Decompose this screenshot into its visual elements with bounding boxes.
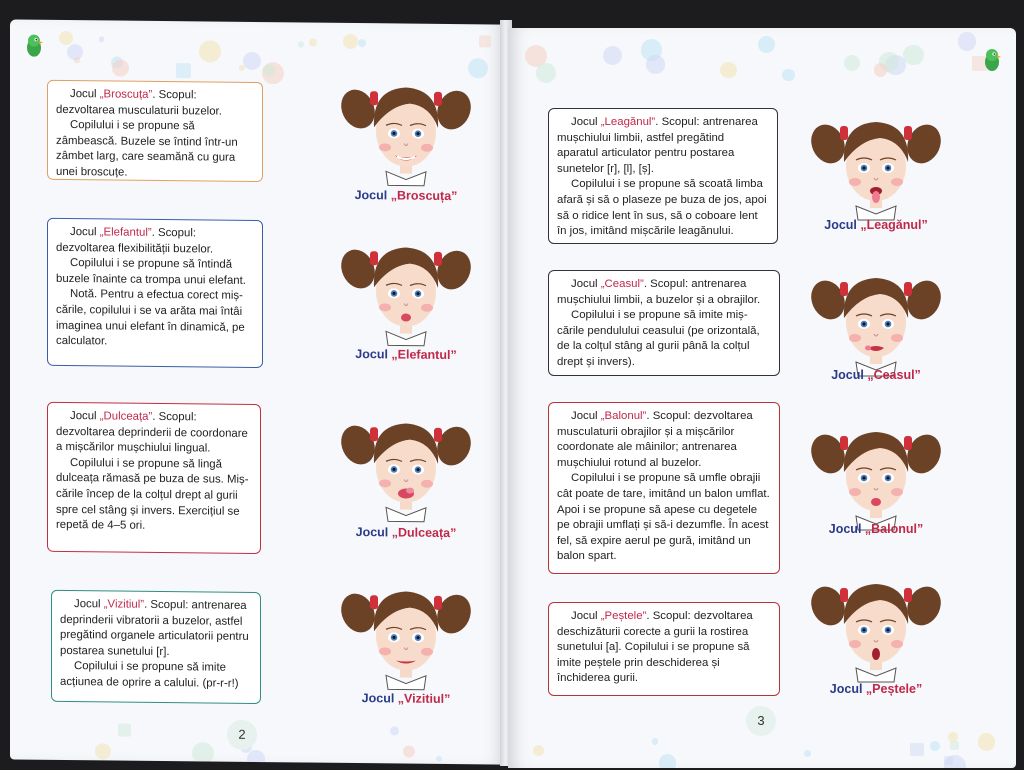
caption-prefix: Jocul bbox=[361, 691, 398, 706]
caption-name: „Leagănul” bbox=[860, 218, 928, 232]
girl-face-illustration bbox=[810, 420, 942, 532]
game-purpose: . Scopul: antrenarea mușchiului limbii, astfel pregătind aparatul articulator pentru postarea sunetelor [r], [l], [ș]. bbox=[557, 116, 758, 175]
girl-face-illustration bbox=[340, 411, 472, 524]
decorative-bubble bbox=[243, 52, 261, 70]
game-name: „Balonul” bbox=[600, 410, 647, 422]
game-label: Jocul bbox=[571, 410, 601, 422]
girl-face-illustration bbox=[340, 235, 472, 348]
decorative-bubble bbox=[176, 63, 191, 78]
game-name: „Leagănul” bbox=[600, 116, 656, 128]
decorative-bubble bbox=[112, 60, 129, 77]
decorative-bubble bbox=[343, 34, 358, 49]
description-paragraph bbox=[557, 277, 770, 308]
description-paragraph bbox=[557, 609, 770, 687]
face-caption bbox=[326, 347, 486, 363]
decorative-bubble bbox=[192, 742, 213, 764]
caption-prefix: Jocul bbox=[355, 347, 392, 362]
instruction-text: Copilului i se propune să întindă buzele înainte ca trompa unui elefant. bbox=[56, 257, 246, 287]
game-description-box bbox=[548, 602, 780, 696]
girl-face-illustration bbox=[340, 75, 472, 188]
decorative-bubble bbox=[95, 743, 111, 759]
caption-name: „Ceasul” bbox=[867, 368, 921, 382]
face-caption bbox=[796, 218, 956, 232]
instruction-text: Copilului i se propune să scoată limba afară și să o plaseze pe buza de jos, apoi să o ridice lent în sus, să o coboare lent în jos, imitând mișcările leagănului. bbox=[557, 178, 767, 238]
decorative-bubble bbox=[74, 57, 80, 63]
game-description-box bbox=[548, 270, 780, 376]
face-caption bbox=[796, 368, 956, 382]
game-name: „Ceasul” bbox=[600, 278, 644, 290]
description-paragraph bbox=[56, 456, 251, 536]
game-purpose: . Scopul: dezvoltarea deprinderii de coordonare a mișcărilor mușchiului lingual. bbox=[56, 410, 248, 455]
description-paragraph bbox=[56, 256, 253, 289]
decorative-bubble bbox=[804, 750, 811, 757]
game-purpose: . Scopul: dezvoltarea musculaturii buzelor. bbox=[56, 88, 222, 118]
instruction-text: Copilului i se propune să imite mișcările pendulului ceasului (pe orizontală, de la colțul stâng al gurii până la colțul drept și invers). bbox=[557, 309, 760, 368]
decorative-bubble bbox=[950, 741, 959, 750]
description-paragraph bbox=[60, 597, 251, 661]
game-label: Jocul bbox=[70, 410, 100, 423]
game-label: Jocul bbox=[74, 598, 104, 611]
decorative-bubble bbox=[403, 745, 415, 757]
caption-name: „Balonul” bbox=[864, 522, 924, 536]
caption-name: „Dulceața” bbox=[391, 525, 457, 541]
description-paragraph bbox=[557, 471, 770, 565]
decorative-bubble bbox=[298, 41, 304, 47]
decorative-bubble bbox=[358, 39, 366, 47]
instruction-text: Copilului i se propune să umfle obrajii cât poate de tare, imitând un balon umflat. Apoi i se propune să apese cu degetele pe obrajii umflați și să-i dezumfle. În acest fel, să expire aerul pe gură, imitând un balon spart. bbox=[557, 472, 770, 563]
decorative-bubble bbox=[659, 754, 677, 768]
decorative-bubble bbox=[199, 40, 221, 62]
description-paragraph bbox=[557, 308, 770, 370]
game-purpose: . Scopul: dezvoltarea musculaturii obrajilor și a mișcărilor coordonate ale mâinilor; antrenarea mușchiului rotund al buzelor. bbox=[557, 410, 753, 469]
decorative-bubble bbox=[59, 31, 73, 45]
game-name: „Peștele” bbox=[600, 610, 647, 622]
instruction-text: Notă. Pentru a efectua corect mișcările, copilului i se va arăta mai întâi imaginea unui elefant în dinamică, pe calculator. bbox=[56, 288, 245, 348]
description-paragraph bbox=[557, 409, 770, 471]
decorative-bubble bbox=[720, 62, 737, 79]
decorative-bubble bbox=[758, 36, 775, 53]
game-description-box bbox=[47, 402, 261, 554]
decorative-bubble bbox=[118, 724, 131, 737]
parrot-icon bbox=[24, 34, 44, 58]
page-number: 2 bbox=[227, 720, 257, 750]
decorative-bubble bbox=[436, 756, 442, 762]
game-purpose: . Scopul: dezvoltarea deschizăturii corecte a gurii la rostirea sunetului [a]. Copilului i se propune să imite peștele prin deschiderea și închiderea gurii. bbox=[557, 610, 753, 685]
decorative-bubble bbox=[782, 69, 795, 82]
game-label: Jocul bbox=[70, 88, 100, 101]
decorative-bubble bbox=[390, 726, 399, 735]
instruction-text: Copilului i se propune să lingă dulceața rămasă pe buza de sus. Mișcările încep de la colțul drept al gurii spre cel stâng și invers. Exercițiul se repetă de 4–5 ori. bbox=[56, 456, 249, 532]
decorative-bubble bbox=[910, 743, 923, 756]
decorative-bubble bbox=[309, 39, 317, 47]
game-label: Jocul bbox=[571, 610, 601, 622]
game-description-box bbox=[51, 590, 261, 704]
face-caption bbox=[796, 522, 956, 536]
decorative-bubble bbox=[844, 55, 860, 71]
game-label: Jocul bbox=[571, 278, 601, 290]
decorative-bubble bbox=[479, 35, 491, 47]
decorative-bubble bbox=[652, 738, 658, 744]
decorative-bubble bbox=[239, 65, 245, 71]
face-caption bbox=[326, 691, 486, 707]
girl-face-illustration bbox=[340, 579, 472, 692]
face-caption bbox=[326, 525, 486, 541]
decorative-bubble bbox=[603, 46, 622, 65]
caption-name: „Vizitiul” bbox=[397, 691, 451, 707]
description-paragraph bbox=[56, 287, 253, 351]
game-label: Jocul bbox=[70, 226, 100, 239]
description-paragraph bbox=[56, 118, 253, 182]
decorative-bubble bbox=[247, 750, 265, 764]
caption-prefix: Jocul bbox=[824, 218, 861, 232]
caption-prefix: Jocul bbox=[831, 368, 868, 382]
decorative-bubble bbox=[99, 36, 105, 42]
right-page bbox=[508, 28, 1016, 768]
decorative-bubble bbox=[533, 745, 545, 757]
caption-prefix: Jocul bbox=[354, 188, 391, 203]
game-name: „Vizitiul” bbox=[103, 598, 145, 611]
game-name: „Elefantul” bbox=[99, 226, 152, 239]
game-description-box bbox=[47, 80, 263, 182]
caption-name: „Broscuța” bbox=[390, 188, 458, 204]
decorative-bubble bbox=[930, 741, 940, 751]
decorative-bubble bbox=[536, 63, 557, 84]
description-paragraph bbox=[557, 177, 768, 239]
decorative-bubble bbox=[944, 756, 953, 765]
girl-face-illustration bbox=[810, 110, 942, 222]
caption-prefix: Jocul bbox=[355, 525, 392, 540]
game-label: Jocul bbox=[571, 116, 601, 128]
game-name: „Broscuța” bbox=[99, 88, 153, 101]
description-paragraph bbox=[56, 87, 253, 120]
face-caption bbox=[796, 682, 956, 696]
left-page bbox=[10, 19, 505, 764]
game-purpose: . Scopul: dezvoltarea flexibilității buzelor. bbox=[56, 226, 214, 256]
parrot-icon bbox=[982, 48, 1002, 72]
page-number: 3 bbox=[746, 706, 776, 736]
face-caption bbox=[326, 188, 486, 204]
game-description-box bbox=[548, 108, 778, 244]
description-paragraph bbox=[557, 115, 768, 177]
instruction-text: Copilului i se propune să zâmbească. Buzele se întind într-un zâmbet larg, care seamănă cu gura unei broscuțe. bbox=[56, 119, 238, 179]
decorative-bubble bbox=[646, 55, 664, 73]
decorative-bubble bbox=[958, 32, 976, 50]
game-name: „Dulceața” bbox=[99, 410, 153, 423]
game-purpose: . Scopul: antrenarea deprinderii vibratorii a buzelor, astfel pregătind organele articulatorii pentru postarea sunetului [r]. bbox=[60, 598, 249, 658]
caption-prefix: Jocul bbox=[828, 522, 865, 536]
girl-face-illustration bbox=[810, 266, 942, 378]
caption-name: „Elefantul” bbox=[391, 347, 457, 363]
description-paragraph bbox=[56, 225, 253, 258]
decorative-bubble bbox=[903, 45, 923, 65]
decorative-bubble bbox=[263, 64, 275, 76]
description-paragraph bbox=[60, 659, 251, 692]
game-purpose: . Scopul: antrenarea mușchiului limbii, a buzelor și a obrajilor. bbox=[557, 278, 761, 306]
game-description-box bbox=[47, 218, 263, 368]
caption-prefix: Jocul bbox=[829, 682, 866, 696]
game-description-box bbox=[548, 402, 780, 574]
caption-name: „Peștele” bbox=[865, 682, 923, 696]
description-paragraph bbox=[56, 409, 251, 458]
decorative-bubble bbox=[874, 63, 888, 77]
girl-face-illustration bbox=[810, 572, 942, 684]
decorative-bubble bbox=[978, 733, 996, 751]
instruction-text: Copilului i se propune să imite acțiunea de oprire a calului. (pr-r-r!) bbox=[60, 660, 239, 690]
